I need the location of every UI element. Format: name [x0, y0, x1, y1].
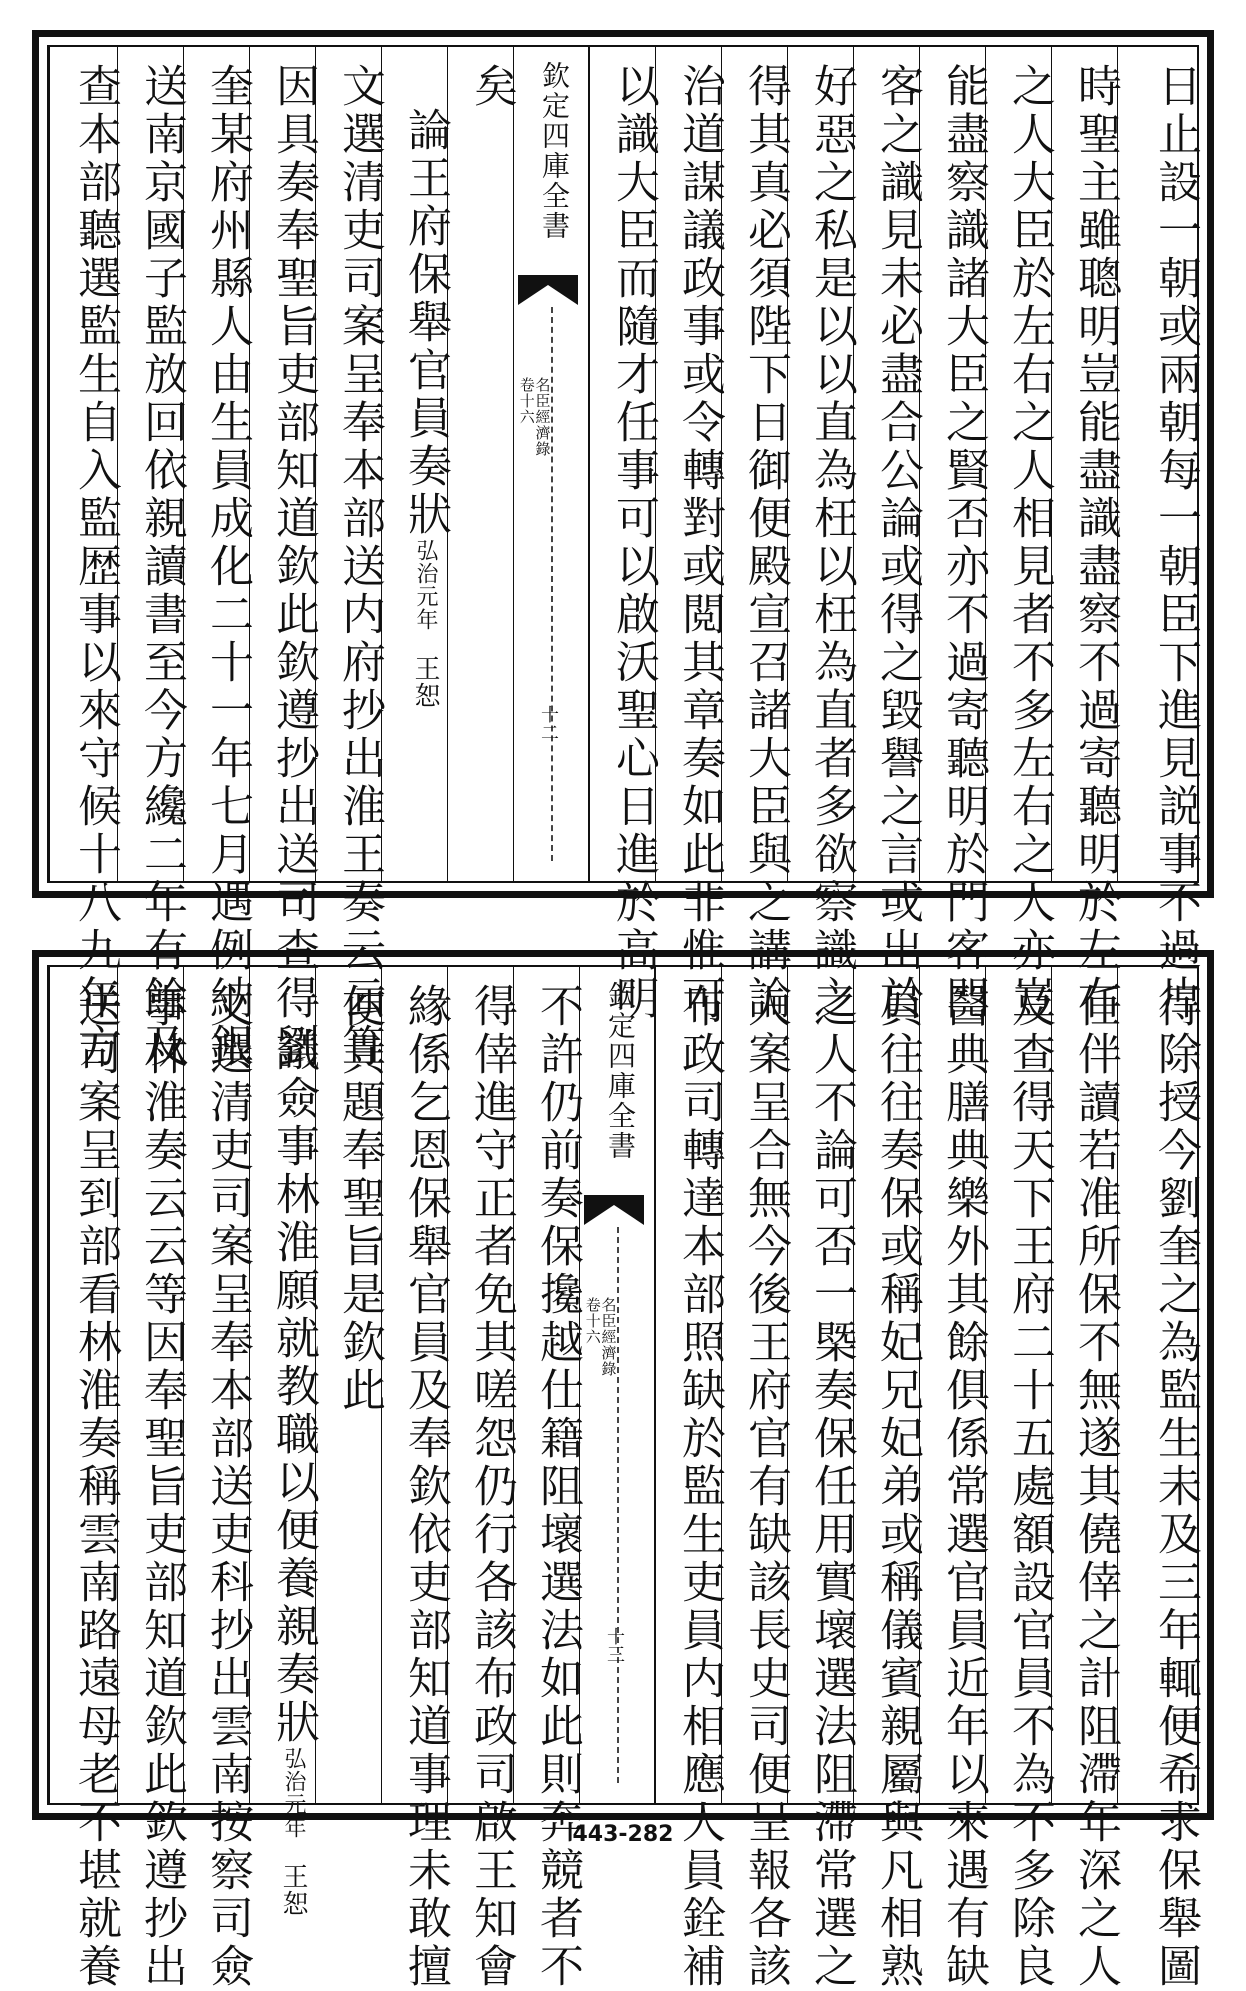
text-column: 好惡之私是以以直為枉以枉為直者多欲察識之	[787, 47, 853, 881]
page-number: 十三	[604, 1627, 625, 1663]
page-number: 十二	[538, 705, 559, 741]
book-title: 欽定四庫全書	[538, 61, 571, 241]
text-column: 緣係乞恩保舉官員及奉欽依吏部知道事理未敢擅	[381, 967, 447, 1803]
text-column: 及查得天下王府二十五處額設官員不為不多除良	[985, 967, 1051, 1803]
era-note: 弘治元年	[281, 1747, 306, 1839]
text-column: 人案呈合無今後王府官有缺該長史司便呈報各該	[721, 967, 787, 1803]
text-column: 送司案呈到部看林淮奏稱雲南路遠母老不堪就養	[49, 967, 117, 1803]
author-name: 王恕	[410, 655, 440, 709]
page-frame	[47, 45, 1201, 1071]
page-upper	[32, 30, 1214, 1071]
text-column: 任伴讀若准所保不無遂其僥倖之計阻滯年深之人	[1051, 967, 1117, 1803]
text-column: 事林淮奏云云等因奉聖旨吏部知道欽此欽遵抄出	[117, 967, 183, 1803]
text-column: 查本部聽選監生自入監歴事以來守候十八九年方	[49, 47, 117, 881]
text-column: 之人大臣於左右之人相見者不多左右之人亦豈	[985, 47, 1051, 881]
era-note: 弘治元年	[413, 539, 438, 631]
volume-label: 名臣經濟錄 卷十六	[583, 1297, 618, 1377]
text-column: 得其真必須陛下日御便殿宣召諸大臣與之講論	[721, 47, 787, 881]
text-column: 之人不論可否一槩奏保任用實壞選法阻滯常選之	[787, 967, 853, 1803]
volume-label: 名臣經濟錄 卷十六	[517, 377, 552, 457]
text-column: 時聖主雖聰明豈能盡識盡察不過寄聽明於左右	[1051, 47, 1117, 881]
text-column: 日止設一朝或兩朝每一朝臣下進見説事不過片	[1117, 47, 1197, 881]
text-column: 醫典膳典樂外其餘俱係常選官員近年以來遇有缺	[919, 967, 985, 1803]
text-column: 不許仍前奏保攙越仕籍阻壞選法如此則奔競者不	[513, 967, 579, 1803]
text-column: 能盡察識諸大臣之賢否亦不過寄聽明於門客門	[919, 47, 985, 881]
text-column: 奎某府州縣人由生員成化二十一年七月遇例納銀	[183, 47, 249, 881]
catalog-number: 443-282	[572, 1822, 674, 1847]
text-column: 治道謀議政事或令轉對或閲其章奏如此非惟可	[655, 47, 721, 881]
book-title: 欽定四庫全書	[604, 981, 637, 1161]
text-column: 客之識見未必盡合公論或得之毀譽之言或出於	[853, 47, 919, 881]
text-column: 布政司轉達本部照缺於監生吏員内相應人員銓補	[655, 967, 721, 1803]
text-column: 得除授今劉奎之為監生未及三年輒便希求保舉圖	[1117, 967, 1197, 1803]
text-column: 以識大臣而隨才任事可以啟沃聖心日進於高明	[589, 47, 655, 881]
text-column: 便具題奉聖旨是欽此	[315, 967, 381, 1803]
center-fold	[513, 47, 589, 881]
text-column: 員往往奏保或稱妃兄妃弟或稱儀賓親屬與凡相熟	[853, 967, 919, 1803]
fish-tail-mark	[518, 275, 578, 305]
text-column: 文選清吏司案呈奉本部送内府抄出淮王奏云云等	[315, 47, 381, 881]
center-fold	[579, 967, 655, 1803]
fish-tail-mark	[584, 1195, 644, 1225]
memorial-title-column: 論王府保舉官員奏狀弘治元年王恕	[381, 47, 447, 881]
author-name: 王恕	[278, 1863, 308, 1917]
text-column: 矣	[447, 47, 513, 881]
text-column: 送南京國子監放回依親讀書至今方纔二年有餘及	[117, 47, 183, 881]
text-column: 文選清吏司案呈奉本部送吏科抄出雲南按察司僉	[183, 967, 249, 1803]
text-column: 因具奏奉聖旨吏部知道欽此欽遵抄出送司查得劉	[249, 47, 315, 881]
text-column: 得倖進守正者免其嗟怨仍行各該布政司啟王知會	[447, 967, 513, 1803]
memorial-title-column: 議僉事林淮願就教職以便養親奏狀弘治元年王恕	[249, 967, 315, 1803]
